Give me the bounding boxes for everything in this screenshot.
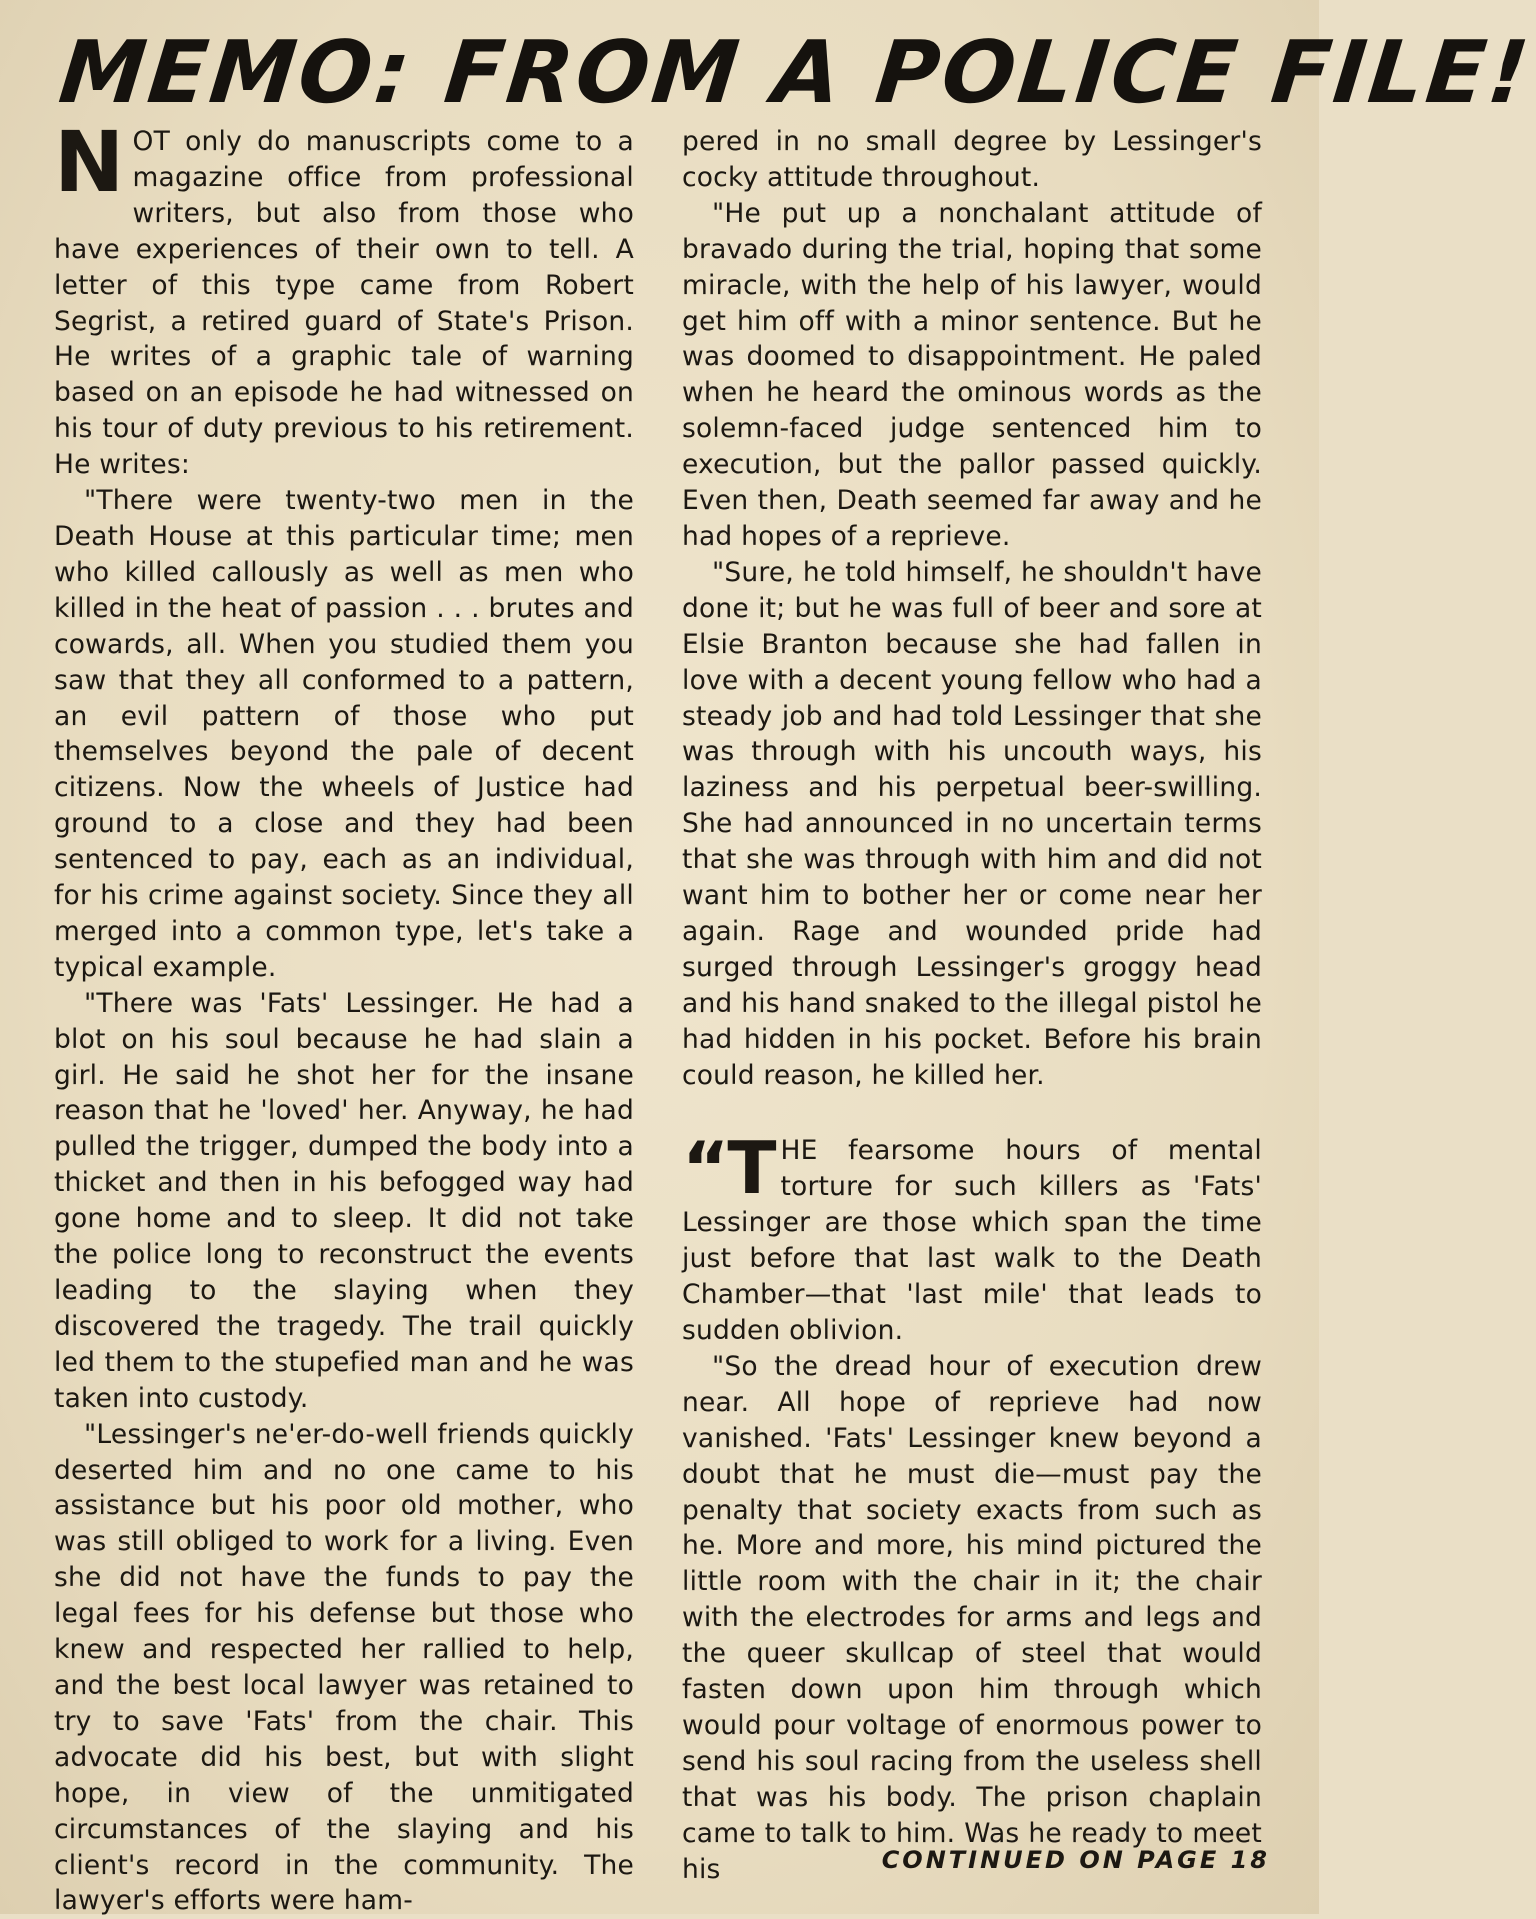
- drop-cap: “T: [682, 1126, 775, 1211]
- left-column: [54, 113, 634, 1919]
- continued-on-page-note: CONTINUED ON PAGE 18: [881, 1846, 1270, 1874]
- right-column: [682, 124, 1262, 1888]
- drop-cap: N: [54, 113, 125, 211]
- paragraph: pered in no small degree by Lessinger's cocky attitude throughout.: [682, 126, 1262, 193]
- paragraph: "So the dread hour of execution drew near. All hope of reprieve had now vanished. 'Fats' Lessinger knew beyond a doubt that he must die—must pay the penalty that society exacts from such as he. More and more, his mind pictured the little room with the chair in it; the chair with the electrodes for arms and legs and the queer skullcap of steel that would fasten down upon him through which would pour voltage of enormous power to send his soul racing from the useless shell that was his body. The prison chaplain came to talk to him. Was he ready to meet his: [682, 1350, 1262, 1885]
- paragraph: [682, 1126, 1262, 1348]
- paragraph: "Lessinger's ne'er-do-well friends quickly deserted him and no one came to his assistance but his poor old mother, who was still obliged to work for a living. Even she did not have the funds to pay the legal fees for his defense but those who knew and respected her rallied to help, and the best local lawyer was retained to try to save 'Fats' from the chair. This advocate did his best, but with slight hope, in view of the unmitigated circumstances of the slaying and his client's record in the community. The lawyer's efforts were ham-: [54, 1418, 634, 1917]
- paragraph: [54, 113, 634, 483]
- paragraph: "He put up a nonchalant attitude of bravado during the trial, hoping that some miracle, with the help of his lawyer, would get him off with a minor sentence. But he was doomed to disappointment. He paled when he heard the ominous words as the solemn-faced judge sentenced him to execution, but the pallor passed quickly. Even then, Death seemed far away and he had hopes of a reprieve.: [682, 197, 1262, 552]
- paragraph: "There were twenty-two men in the Death House at this particular time; men who killed callously as well as men who killed in the heat of passion . . . brutes and cowards, all. When you studied them you saw that they all conformed to a pattern, an evil pattern of those who put themselves beyond the pale of decent citizens. Now the wheels of Justice had ground to a close and they had been sentenced to pay, each as an individual, for his crime against society. Since they all merged into a common type, let's take a typical example.: [54, 485, 634, 983]
- paragraph-text: HE fearsome hours of mental torture for such killers as 'Fats' Lessinger are those which span the time just before that last walk to the Death Chamber—that 'last mile' that leads to sudden oblivion.: [682, 1135, 1262, 1346]
- paragraph: "Sure, he told himself, he shouldn't have done it; but he was full of beer and sore at Elsie Branton because she had fallen in love with a decent young fellow who had a steady job and had told Lessinger that she was through with his uncouth ways, his laziness and his perpetual beer-swilling. She had announced in no uncertain terms that she was through with him and did not want him to bother her or come near her again. Rage and wounded pride had surged through Lessinger's groggy head and his hand snaked to the illegal pistol he had hidden in his pocket. Before his brain could reason, he killed her.: [682, 556, 1262, 1091]
- page-title: MEMO: FROM A POLICE FILE!: [54, 23, 1536, 123]
- paragraph-text: OT only do manuscripts come to a magazine office from professional writers, but also from those who have experiences of their own to tell. A letter of this type came from Robert Segrist, a retired guard of State's Prison. He writes of a graphic tale of warning based on an episode he had witnessed on his tour of duty previous to his retirement. He writes:: [54, 126, 634, 481]
- paragraph: "There was 'Fats' Lessinger. He had a blot on his soul because he had slain a girl. He said he shot her for the insane reason that he 'loved' her. Anyway, he had pulled the trigger, dumped the body into a thicket and then in his befogged way had gone home and to sleep. It did not take the police long to reconstruct the events leading to the slaying when they discovered the tragedy. The trail quickly led them to the stupefied man and he was taken into custody.: [54, 987, 634, 1414]
